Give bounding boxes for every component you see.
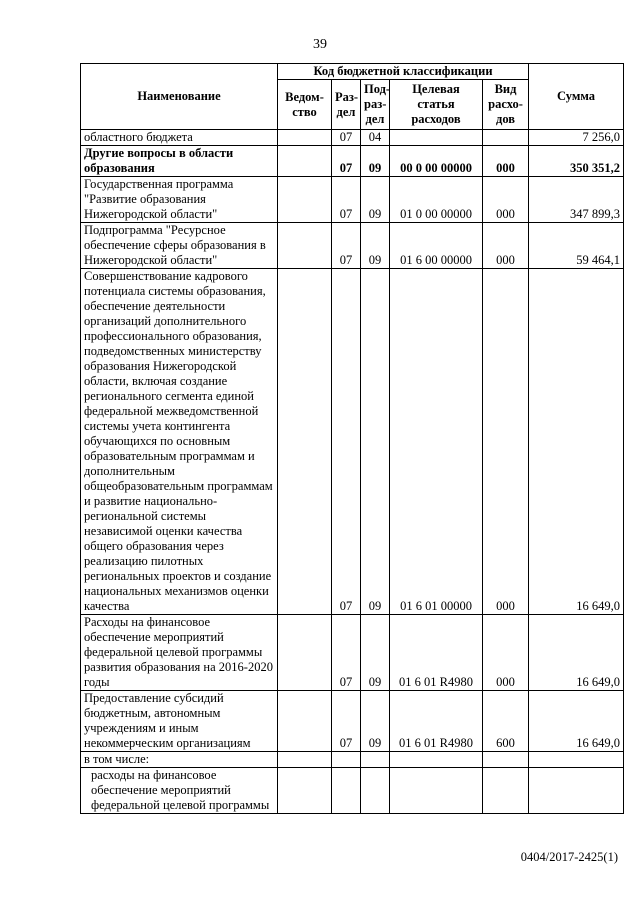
header-summa: Сумма (529, 64, 624, 130)
row-podrazdel: 09 (361, 691, 390, 752)
table-row (81, 691, 624, 752)
row-razdel: 07 (332, 269, 361, 615)
row-vid: 000 (483, 177, 529, 223)
row-vid: 000 (483, 615, 529, 691)
row-podrazdel: 09 (361, 177, 390, 223)
row-name: Расходы на финансовое обеспечение мероприятий федеральной целевой программы развития образования на 2016-2020 годы (81, 615, 278, 691)
row-celevaya: 01 6 00 00000 (390, 223, 483, 269)
row-vid (483, 752, 529, 768)
header-name: Наименование (81, 64, 278, 130)
row-vedomstvo (278, 691, 332, 752)
page-number: 39 (313, 37, 327, 52)
row-vedomstvo (278, 177, 332, 223)
row-summa: 7 256,0 (529, 130, 624, 146)
row-vedomstvo (278, 269, 332, 615)
row-name: Государственная программа "Развитие образования Нижегородской области" (81, 177, 278, 223)
row-celevaya: 01 6 01 R4980 (390, 615, 483, 691)
row-razdel (332, 752, 361, 768)
row-summa: 16 649,0 (529, 269, 624, 615)
row-vedomstvo (278, 752, 332, 768)
row-celevaya: 00 0 00 00000 (390, 146, 483, 177)
header-podrazdel: Под-раз-дел (361, 80, 390, 130)
row-podrazdel: 09 (361, 146, 390, 177)
header-vid: Вид расхо-дов (483, 80, 529, 130)
table-row (81, 269, 624, 615)
row-razdel: 07 (332, 615, 361, 691)
row-summa: 16 649,0 (529, 615, 624, 691)
row-celevaya (390, 752, 483, 768)
row-vedomstvo (278, 223, 332, 269)
row-name: в том числе: (81, 752, 278, 768)
row-vid: 600 (483, 691, 529, 752)
row-razdel: 07 (332, 177, 361, 223)
row-summa (529, 768, 624, 814)
row-vedomstvo (278, 768, 332, 814)
row-podrazdel: 09 (361, 223, 390, 269)
row-summa: 350 351,2 (529, 146, 624, 177)
row-celevaya: 01 6 01 R4980 (390, 691, 483, 752)
table-row (81, 177, 624, 223)
row-name: расходы на финансовое обеспечение мероприятий федеральной целевой программы (81, 768, 278, 814)
row-celevaya: 01 0 00 00000 (390, 177, 483, 223)
row-razdel: 07 (332, 130, 361, 146)
header-razdel: Раз-дел (332, 80, 361, 130)
row-podrazdel (361, 752, 390, 768)
table-row (81, 130, 624, 146)
row-razdel: 07 (332, 691, 361, 752)
row-celevaya (390, 768, 483, 814)
row-celevaya: 01 6 01 00000 (390, 269, 483, 615)
row-podrazdel: 09 (361, 615, 390, 691)
row-vid: 000 (483, 146, 529, 177)
row-name: Предоставление субсидий бюджетным, автономным учреждениям и иным некоммерческим организациям (81, 691, 278, 752)
row-vedomstvo (278, 146, 332, 177)
row-razdel: 07 (332, 146, 361, 177)
footer-code: 0404/2017-2425(1) (520, 850, 618, 864)
header-celevaya: Целевая статья расходов (390, 80, 483, 130)
header-code-group: Код бюджетной классификации (278, 64, 529, 80)
row-vid (483, 768, 529, 814)
table-row (81, 752, 624, 768)
row-name: Совершенствование кадрового потенциала системы образования, обеспечение деятельности организаций дополнительного профессионального образования, подведомственных министерству образования Нижегородской области, включая создание регионального сегмента единой федеральной межведомственной системы учета контингента обучающихся по основным образовательным программам и дополнительным общеобразовательным программам и развитие национально-региональной системы независимой оценки качества общего образования через реализацию пилотных региональных проектов и создание национальных механизмов оценки качества (81, 269, 278, 615)
row-summa: 59 464,1 (529, 223, 624, 269)
header-vedomstvo: Ведом-ство (278, 80, 332, 130)
table-row (81, 615, 624, 691)
row-podrazdel (361, 768, 390, 814)
row-vid: 000 (483, 269, 529, 615)
row-razdel (332, 768, 361, 814)
row-vid: 000 (483, 223, 529, 269)
row-name: областного бюджета (81, 130, 278, 146)
row-vid (483, 130, 529, 146)
table-row (81, 146, 624, 177)
row-name: Подпрограмма "Ресурсное обеспечение сферы образования в Нижегородской области" (81, 223, 278, 269)
row-name: Другие вопросы в области образования (81, 146, 278, 177)
row-celevaya (390, 130, 483, 146)
row-summa: 16 649,0 (529, 691, 624, 752)
table-row (81, 223, 624, 269)
row-vedomstvo (278, 130, 332, 146)
row-summa: 347 899,3 (529, 177, 624, 223)
row-podrazdel: 04 (361, 130, 390, 146)
row-summa (529, 752, 624, 768)
budget-table (80, 63, 624, 814)
row-vedomstvo (278, 615, 332, 691)
table-row (81, 768, 624, 814)
row-podrazdel: 09 (361, 269, 390, 615)
row-razdel: 07 (332, 223, 361, 269)
